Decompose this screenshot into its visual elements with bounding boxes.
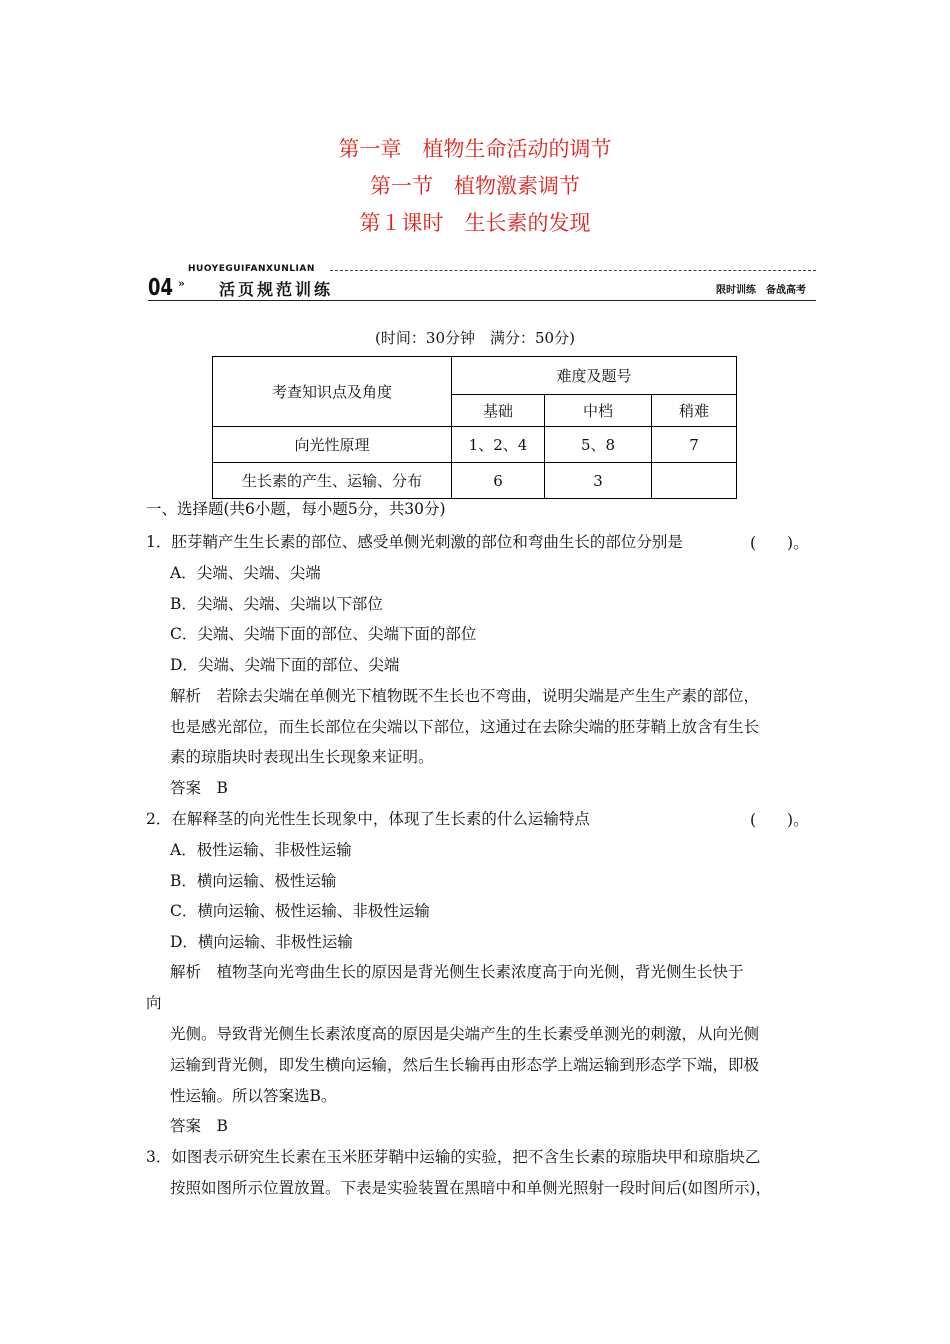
q1-option-a: A．尖端、尖端、尖端 xyxy=(170,564,321,582)
header-difficulty: 难度及题号 xyxy=(452,357,737,395)
q2-analysis-line: 运输到背光侧，即发生横向运输，然后生长输再由形态学上端运输到形态学下端，即极 xyxy=(170,1056,760,1074)
row-hard xyxy=(652,463,737,499)
section-heading: 一、选择题(共6小题，每小题5分，共30分) xyxy=(146,500,446,518)
q2-analysis-line: 向 xyxy=(146,994,162,1012)
row-topic: 生长素的产生、运输、分布 xyxy=(213,463,452,499)
q3-stem-line: 按照如图所示位置放置。下表是实验装置在黑暗中和单侧光照射一段时间后(如图所示)， xyxy=(170,1179,772,1197)
double-arrow-icon: » xyxy=(178,277,185,290)
q1-answer: 答案 B xyxy=(170,779,228,797)
row-topic: 向光性原理 xyxy=(213,427,452,463)
knowledge-table xyxy=(212,356,737,499)
q2-option-c: C．横向运输、极性运输、非极性运输 xyxy=(170,902,430,920)
q1-option-b: B．尖端、尖端、尖端以下部位 xyxy=(170,595,383,613)
header-medium: 中档 xyxy=(545,395,652,427)
title-block xyxy=(0,132,950,243)
banner-dashed-line xyxy=(330,270,816,271)
q2-analysis-line: 光侧。导致背光侧生长素浓度高的原因是尖端产生的生长素受单测光的刺激，从向光侧 xyxy=(170,1025,760,1043)
q1-analysis-line: 解析 若除去尖端在单侧光下植物既不生长也不弯曲，说明尖端是产生生产素的部位， xyxy=(170,687,760,705)
row-basic: 6 xyxy=(452,463,545,499)
row-medium: 3 xyxy=(545,463,652,499)
header-knowledge: 考查知识点及角度 xyxy=(213,357,452,427)
row-basic: 1、2、4 xyxy=(452,427,545,463)
q1-answer-bracket: ( )。 xyxy=(750,534,809,552)
banner-pinyin: HUOYEGUIFANXUNLIAN xyxy=(188,264,315,274)
q2-analysis-line: 解析 植物茎向光弯曲生长的原因是背光侧生长素浓度高于向光侧，背光侧生长快于 xyxy=(170,963,744,981)
q2-option-b: B．横向运输、极性运输 xyxy=(170,872,337,890)
q1-option-c: C．尖端、尖端下面的部位、尖端下面的部位 xyxy=(170,625,477,643)
q2-answer: 答案 B xyxy=(170,1117,228,1135)
chapter-title: 第一章 植物生命活动的调节 xyxy=(338,137,612,161)
row-hard: 7 xyxy=(652,427,737,463)
banner-number: 04 xyxy=(148,275,173,301)
q3-stem-line: 3．如图表示研究生长素在玉米胚芽鞘中运输的实验，把不含生长素的琼脂块甲和琼脂块乙 xyxy=(146,1148,761,1166)
table-row xyxy=(213,427,737,463)
banner-slogan: 限时训练 备战高考 xyxy=(716,285,806,296)
header-hard: 稍难 xyxy=(652,395,737,427)
q2-analysis-line: 性运输。所以答案选B。 xyxy=(170,1087,337,1105)
q2-answer-bracket: ( )。 xyxy=(750,811,809,829)
banner-rule xyxy=(148,300,816,301)
q1-option-d: D．尖端、尖端下面的部位、尖端 xyxy=(170,656,400,674)
row-medium: 5、8 xyxy=(545,427,652,463)
q1-stem: 1．胚芽鞘产生生长素的部位、感受单侧光刺激的部位和弯曲生长的部位分别是 xyxy=(146,533,683,551)
q1-analysis-line: 素的琼脂块时表现出生长现象来证明。 xyxy=(170,748,434,766)
lesson-title: 第１课时 生长素的发现 xyxy=(359,211,591,235)
practice-banner xyxy=(148,262,816,302)
q2-option-a: A．极性运输、非极性运输 xyxy=(170,841,352,859)
table-row xyxy=(213,463,737,499)
q2-option-d: D．横向运输、非极性运输 xyxy=(170,933,353,951)
banner-heading: 活页规范训练 xyxy=(219,280,334,299)
q2-stem: 2．在解释茎的向光性生长现象中，体现了生长素的什么运输特点 xyxy=(146,810,590,828)
section-title: 第一节 植物激素调节 xyxy=(370,174,580,198)
header-basic: 基础 xyxy=(452,395,545,427)
q1-analysis-line: 也是感光部位，而生长部位在尖端以下部位，这通过在去除尖端的胚芽鞘上放含有生长 xyxy=(170,718,760,736)
time-info: (时间：30分钟 满分：50分) xyxy=(375,329,575,347)
